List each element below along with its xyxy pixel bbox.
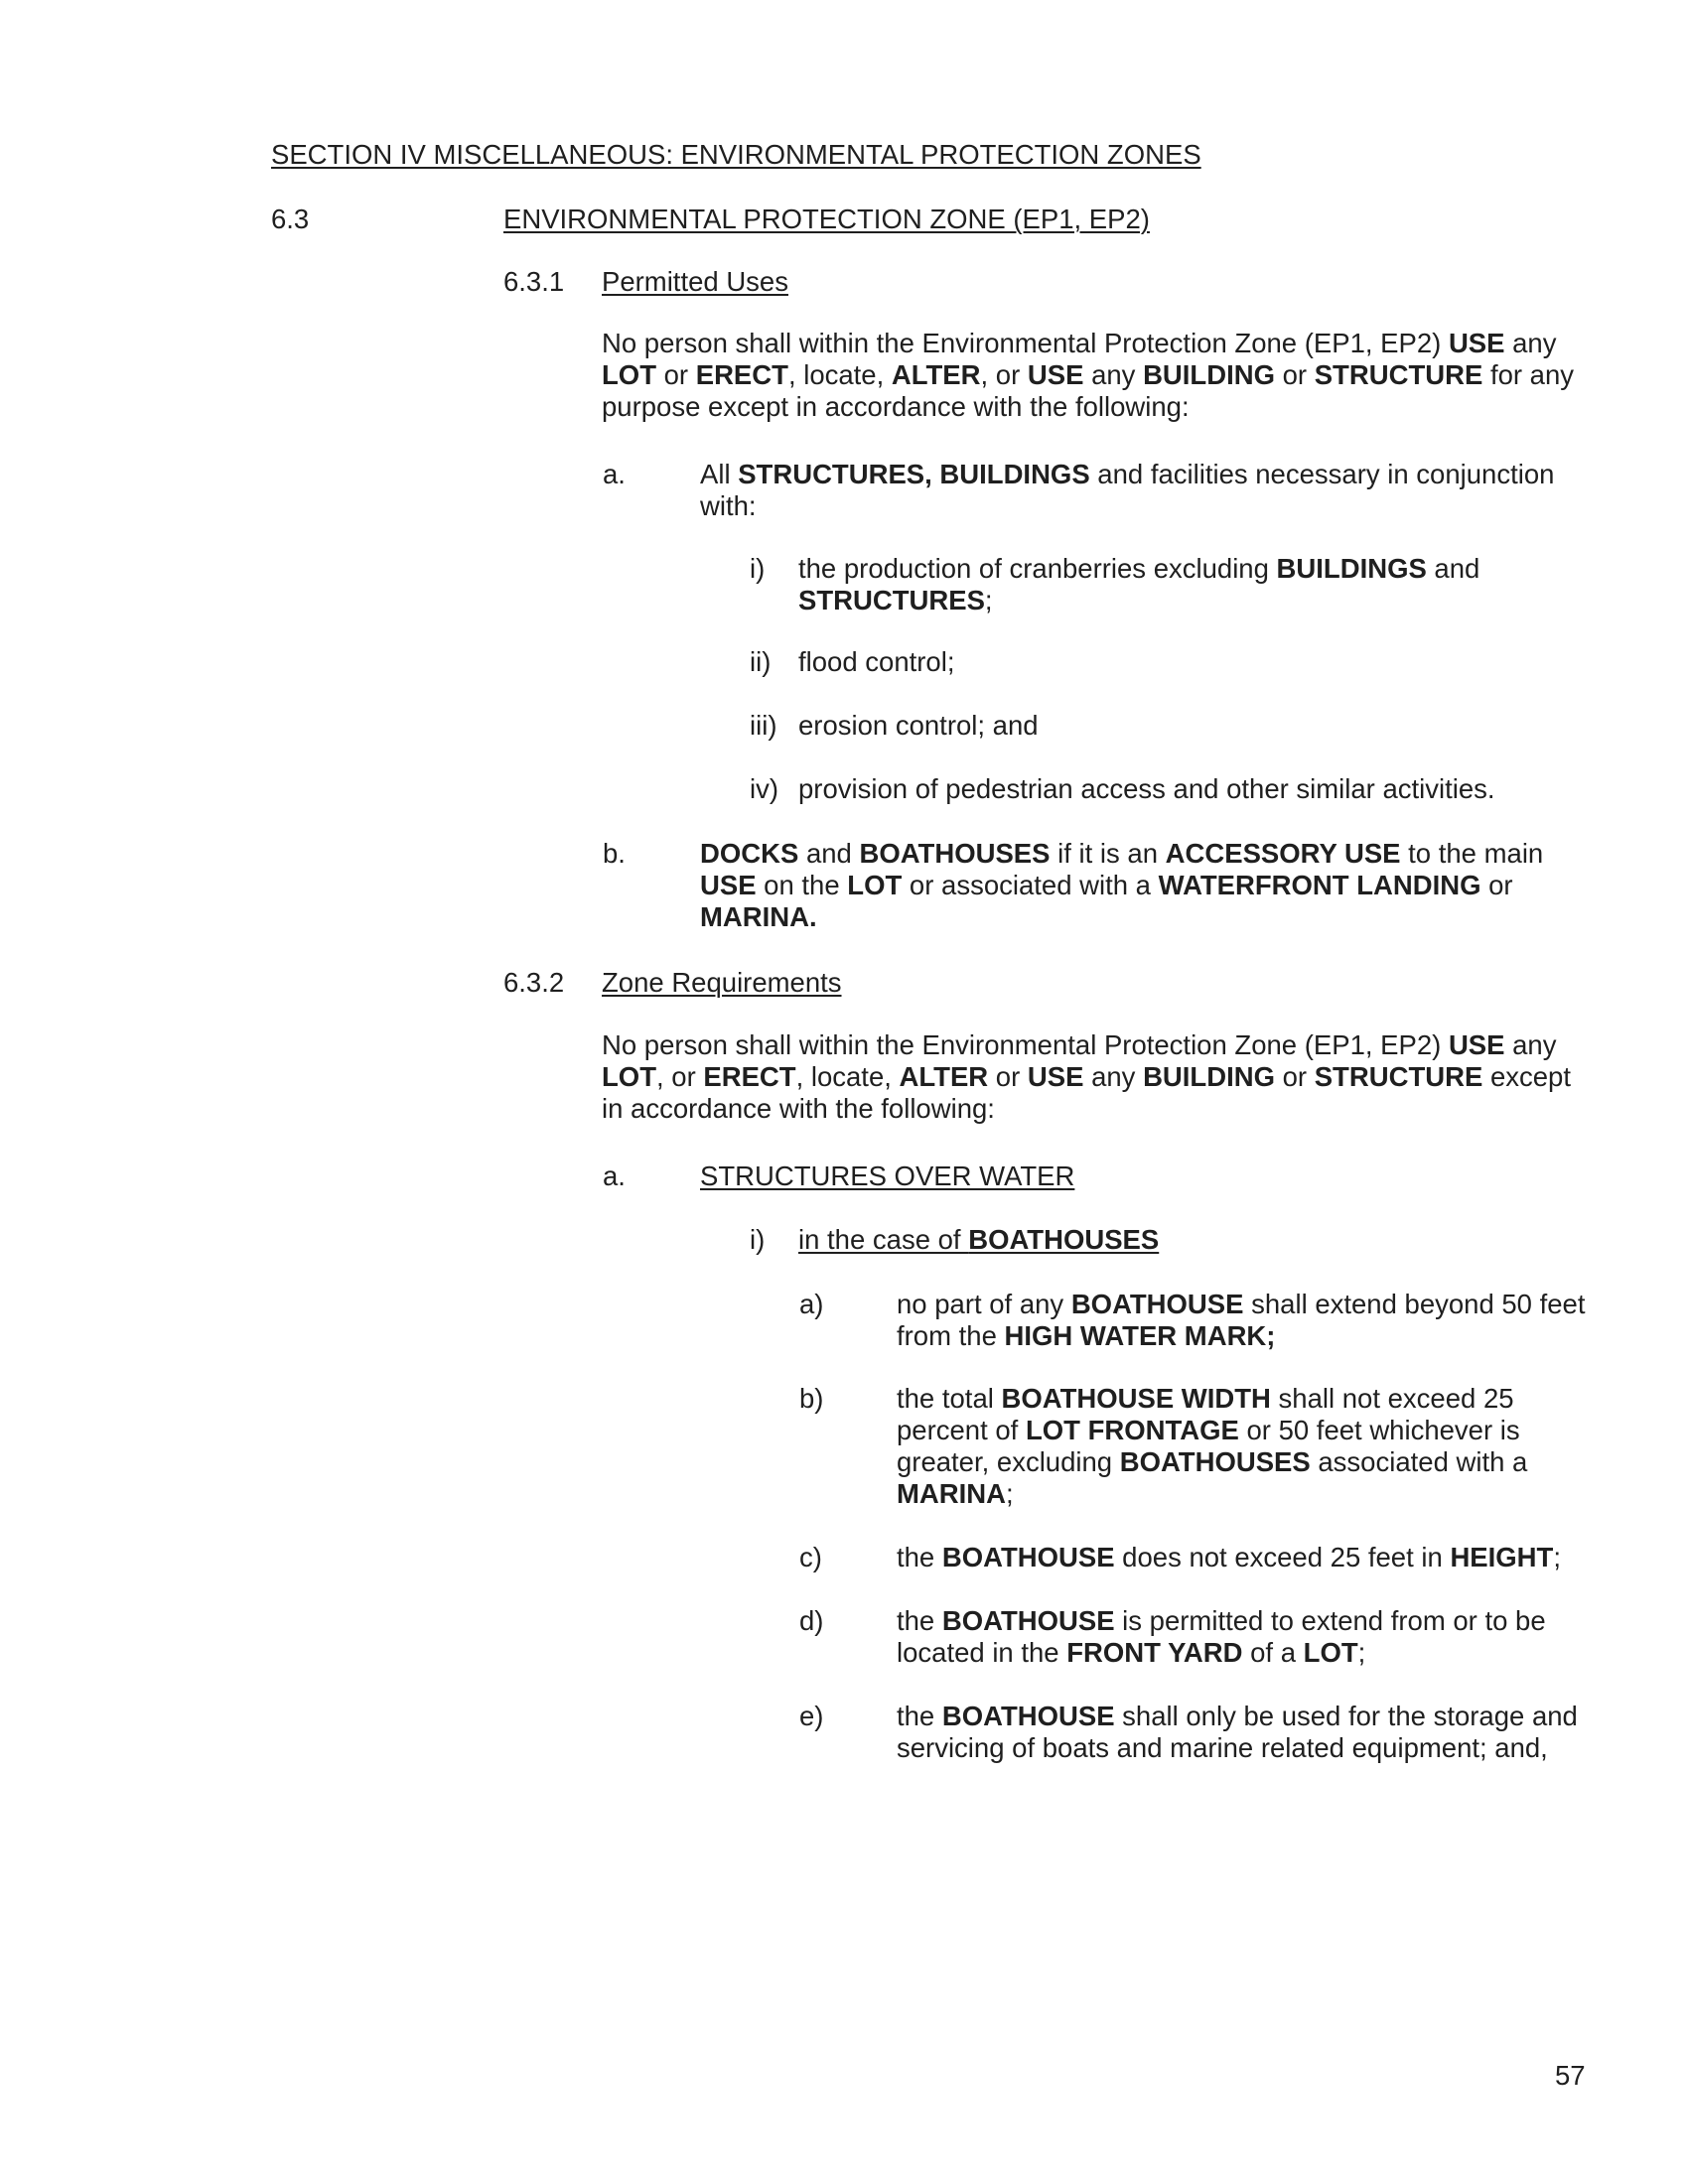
defined-term: USE xyxy=(700,870,757,900)
defined-term: ACCESSORY USE xyxy=(1165,838,1401,869)
permitted-subitem-text: provision of pedestrian access and other similar activities. xyxy=(798,773,1495,804)
defined-term: LOT xyxy=(847,870,903,900)
permitted-subitem-label: ii) xyxy=(750,646,772,677)
defined-term: BOATHOUSE xyxy=(1070,1289,1244,1319)
clause-label: b) xyxy=(799,1383,824,1414)
clause-text: the BOATHOUSE does not exceed 25 feet in HEIGHT; xyxy=(897,1542,1561,1572)
defined-term: ERECT xyxy=(703,1061,796,1092)
section-header: SECTION IV MISCELLANEOUS: ENVIRONMENTAL PROTECTION ZONES xyxy=(271,139,1201,170)
zone-requirements-number: 6.3.2 xyxy=(503,967,565,998)
permitted-subitem-text: erosion control; and xyxy=(798,710,1039,741)
defined-term: BUILDINGS xyxy=(1276,553,1427,584)
defined-term: BOATHOUSE xyxy=(941,1542,1115,1572)
permitted-subitem-label: iv) xyxy=(750,773,779,804)
defined-term: STRUCTURES, BUILDINGS xyxy=(738,459,1090,489)
defined-term: MARINA. xyxy=(700,901,817,932)
defined-term: ALTER xyxy=(899,1061,989,1092)
permitted-item-b-text: DOCKS and BOATHOUSES if it is an ACCESSORY USE to the main USE on the LOT or associated with a WATERFRONT LANDING or MARINA. xyxy=(700,838,1544,932)
zone-requirements-intro: No person shall within the Environmental Protection Zone (EP1, EP2) USE any LOT, or ERECT, locate, ALTER or USE any BUILDING or STRUCTURE except in accordance with the following: xyxy=(602,1029,1571,1124)
defined-term: BUILDING xyxy=(1143,1061,1275,1092)
zone-title: ENVIRONMENTAL PROTECTION ZONE (EP1, EP2) xyxy=(503,204,1150,234)
permitted-subitem-text: flood control; xyxy=(798,646,955,677)
clause-label: a) xyxy=(799,1289,824,1319)
defined-term: BOATHOUSES xyxy=(859,838,1051,869)
permitted-subitem-label: iii) xyxy=(750,710,777,741)
defined-term: ERECT xyxy=(695,359,788,390)
clause-text: the BOATHOUSE is permitted to extend from or to be located in the FRONT YARD of a LOT; xyxy=(897,1605,1546,1668)
clause-text: the total BOATHOUSE WIDTH shall not exceed 25 percent of LOT FRONTAGE or 50 feet whichever is greater, excluding BOATHOUSES associated with a MARINA; xyxy=(897,1383,1528,1509)
defined-term: BOATHOUSES xyxy=(968,1224,1160,1255)
page-number: 57 xyxy=(1555,2060,1586,2091)
permitted-uses-intro: No person shall within the Environmental Protection Zone (EP1, EP2) USE any LOT or ERECT, locate, ALTER, or USE any BUILDING or STRUCTURE for any purpose except in accordance with the following: xyxy=(602,328,1575,422)
defined-term: USE xyxy=(1448,1029,1505,1060)
permitted-subitem-text: the production of cranberries excluding BUILDINGS and STRUCTURES; xyxy=(798,553,1480,615)
defined-term: USE xyxy=(1448,328,1505,358)
requirements-item-a-label: a. xyxy=(603,1160,626,1191)
defined-term: STRUCTURE xyxy=(1314,359,1483,390)
defined-term: FRONT YARD xyxy=(1066,1637,1243,1668)
clause-text: no part of any BOATHOUSE shall extend beyond 50 feet from the HIGH WATER MARK; xyxy=(897,1289,1586,1351)
defined-term: WATERFRONT LANDING xyxy=(1158,870,1481,900)
requirements-sub-i-label: i) xyxy=(750,1224,766,1255)
zone-requirements-heading: Zone Requirements xyxy=(602,967,842,998)
defined-term: BOATHOUSES xyxy=(1119,1446,1311,1477)
requirements-item-a-heading: STRUCTURES OVER WATER xyxy=(700,1160,1075,1191)
defined-term: MARINA xyxy=(897,1478,1006,1509)
defined-term: LOT xyxy=(1303,1637,1358,1668)
defined-term: STRUCTURE xyxy=(1314,1061,1483,1092)
zone-number: 6.3 xyxy=(271,204,310,234)
defined-term: BOATHOUSE xyxy=(941,1701,1115,1731)
permitted-item-a-text: All STRUCTURES, BUILDINGS and facilities necessary in conjunction with: xyxy=(700,459,1555,521)
clause-text: the BOATHOUSE shall only be used for the storage and servicing of boats and marine related equipment; and, xyxy=(897,1701,1578,1763)
defined-term: ALTER xyxy=(891,359,981,390)
defined-term: USE xyxy=(1027,359,1084,390)
permitted-subitem-label: i) xyxy=(750,553,766,584)
defined-term: BUILDING xyxy=(1143,359,1275,390)
defined-term: LOT xyxy=(602,1061,656,1092)
defined-term: HIGH WATER MARK; xyxy=(1004,1320,1276,1351)
defined-term: HEIGHT xyxy=(1450,1542,1554,1572)
requirements-sub-i-heading: in the case of BOATHOUSES xyxy=(798,1224,1160,1255)
clause-label: c) xyxy=(799,1542,822,1572)
clause-label: d) xyxy=(799,1605,824,1636)
permitted-item-b-label: b. xyxy=(603,838,626,869)
permitted-uses-number: 6.3.1 xyxy=(503,266,565,297)
defined-term: BOATHOUSE xyxy=(941,1605,1115,1636)
clause-label: e) xyxy=(799,1701,824,1731)
defined-term: LOT xyxy=(602,359,656,390)
defined-term: DOCKS xyxy=(700,838,799,869)
permitted-uses-heading: Permitted Uses xyxy=(602,266,788,297)
defined-term: LOT FRONTAGE xyxy=(1025,1415,1239,1445)
permitted-item-a-label: a. xyxy=(603,459,626,489)
defined-term: STRUCTURES xyxy=(798,585,985,615)
defined-term: USE xyxy=(1027,1061,1084,1092)
defined-term: BOATHOUSE WIDTH xyxy=(1001,1383,1271,1414)
